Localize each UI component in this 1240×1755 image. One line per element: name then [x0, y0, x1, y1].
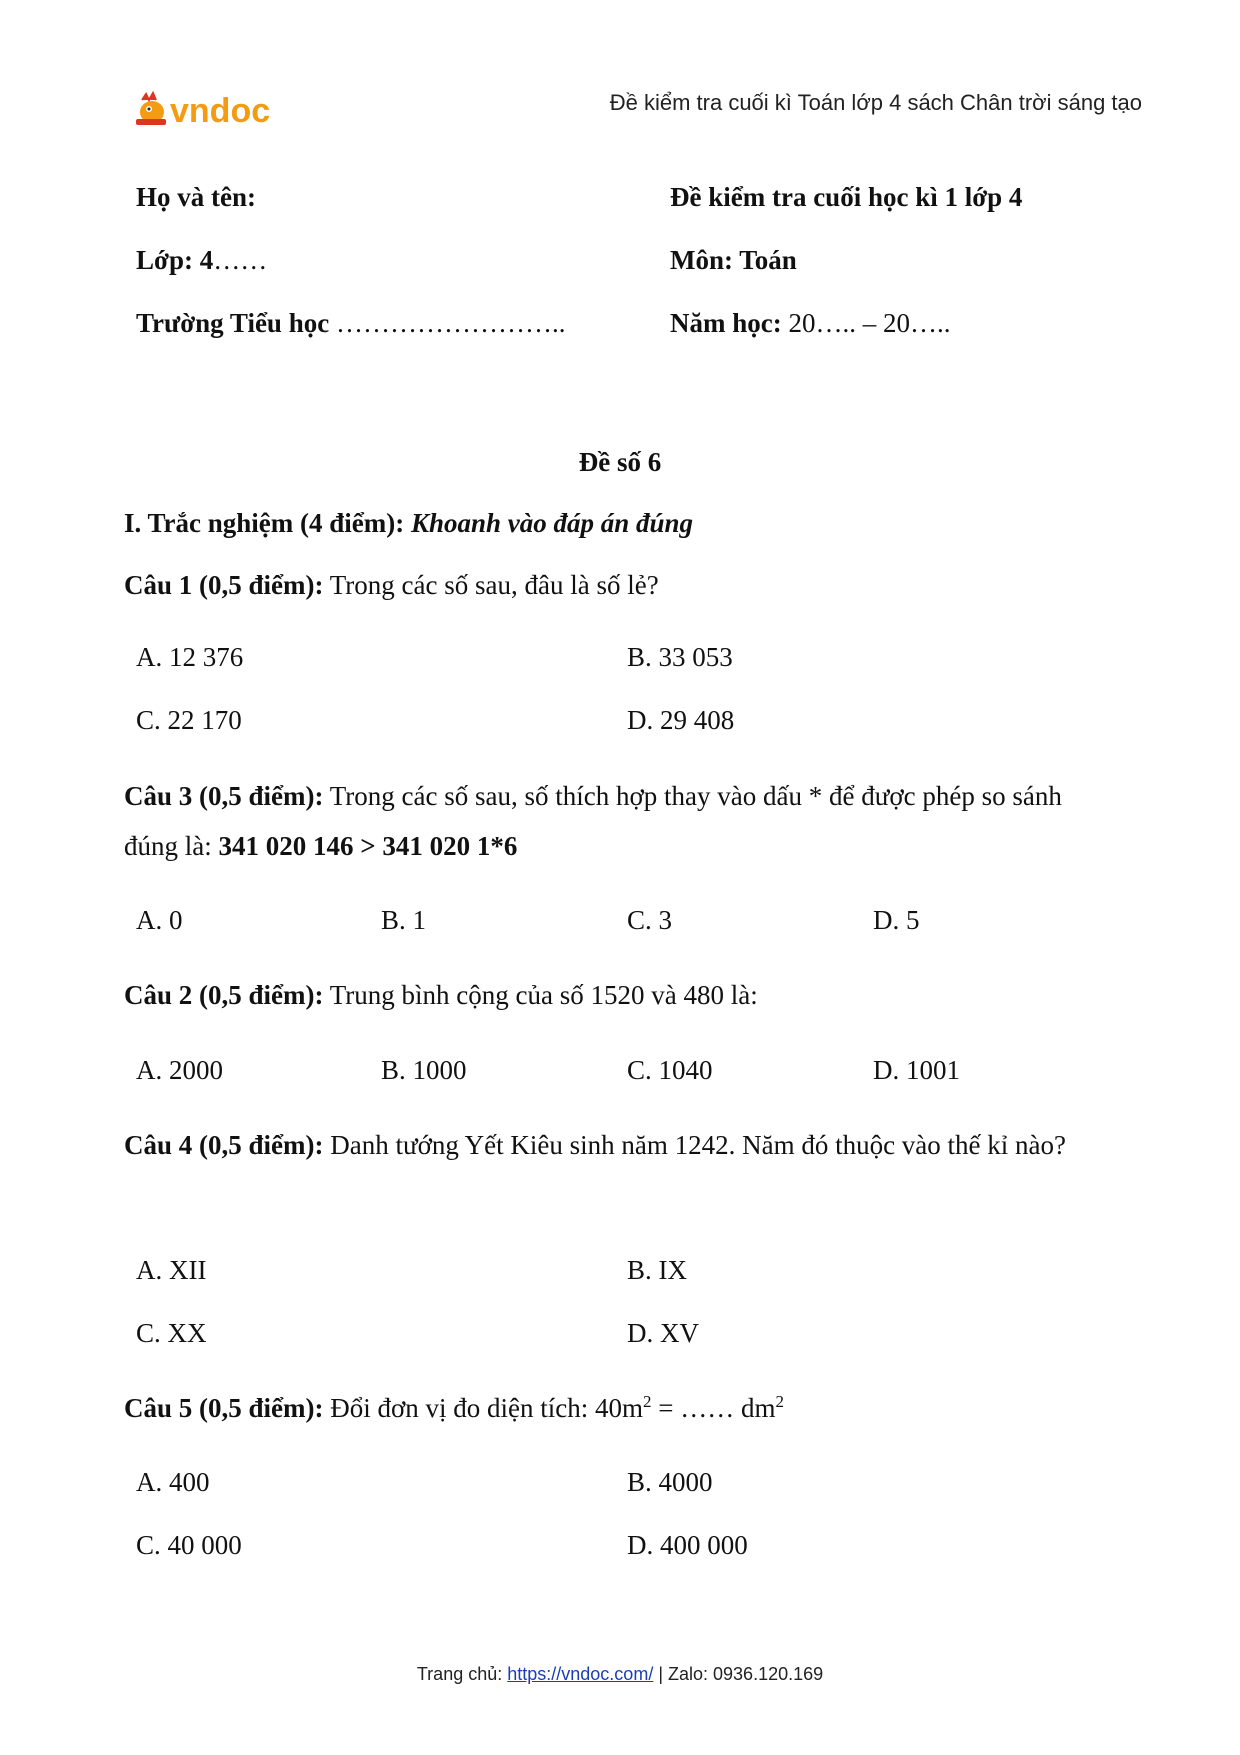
q1-option-a[interactable]: A. 12 376	[136, 642, 244, 672]
question-3: Câu 3 (0,5 điểm): Trong các số sau, số thích hợp thay vào dấu * để được phép so sánh đúng là: 341 020 146 > 341 020 1*6	[124, 781, 1062, 861]
section-heading: I. Trắc nghiệm (4 điểm): Khoanh vào đáp án đúng	[124, 508, 694, 538]
q4-option-a[interactable]: A. XII	[136, 1255, 207, 1285]
vndoc-logo-icon	[136, 86, 306, 130]
question-5: Câu 5 (0,5 điểm): Đổi đơn vị đo diện tích: $40m^2$ = …… $dm^2$	[124, 1392, 784, 1423]
name-field: Họ và tên:	[136, 182, 256, 212]
q3-option-d[interactable]: D. 5	[873, 905, 920, 935]
q3-option-a[interactable]: A. 0	[136, 905, 183, 935]
question-1: Câu 1 (0,5 điểm): Trong các số sau, đâu là số lẻ?	[124, 570, 659, 600]
subject: Môn: Toán	[670, 245, 797, 275]
school-year: Năm học: 20….. – 20…..	[670, 308, 951, 338]
q3-option-b[interactable]: B. 1	[381, 905, 427, 935]
q4-option-c[interactable]: C. XX	[136, 1318, 207, 1348]
page-footer: Trang chủ: https://vndoc.com/ | Zalo: 0936.120.169	[416, 1664, 824, 1684]
question-2: Câu 2 (0,5 điểm): Trung bình cộng của số 1520 và 480 là:	[124, 980, 758, 1010]
q1-option-b[interactable]: B. 33 053	[627, 642, 733, 672]
q2-option-c[interactable]: C. 1040	[627, 1055, 713, 1085]
q4-option-d[interactable]: D. XV	[627, 1318, 699, 1348]
q1-option-c[interactable]: C. 22 170	[136, 705, 242, 735]
q5-option-a[interactable]: A. 400	[136, 1467, 210, 1497]
logo-text: vndoc	[170, 92, 271, 130]
q4-option-b[interactable]: B. IX	[627, 1255, 687, 1285]
q5-option-c[interactable]: C. 40 000	[136, 1530, 242, 1560]
q2-option-a[interactable]: A. 2000	[136, 1055, 223, 1085]
question-4: Câu 4 (0,5 điểm): Danh tướng Yết Kiêu sinh năm 1242. Năm đó thuộc vào thế kỉ nào?	[124, 1130, 1066, 1160]
home-link[interactable]: https://vndoc.com/	[507, 1664, 654, 1684]
q5-option-d[interactable]: D. 400 000	[627, 1530, 748, 1560]
q2-option-d[interactable]: D. 1001	[873, 1055, 960, 1085]
q5-option-b[interactable]: B. 4000	[627, 1467, 713, 1497]
q3-option-c[interactable]: C. 3	[627, 905, 673, 935]
q1-option-d[interactable]: D. 29 408	[627, 705, 735, 735]
vndoc-logo[interactable]	[136, 86, 306, 130]
school-field: Trường Tiểu học ……………………..	[136, 308, 566, 338]
exam-number: Đề số 6	[578, 447, 662, 477]
document-header-title: Đề kiểm tra cuối kì Toán lớp 4 sách Chân trời sáng tạo	[609, 90, 1142, 115]
exam-title: Đề kiểm tra cuối học kì 1 lớp 4	[670, 182, 1023, 212]
class-field: Lớp: 4……	[136, 245, 268, 275]
q2-option-b[interactable]: B. 1000	[381, 1055, 467, 1085]
